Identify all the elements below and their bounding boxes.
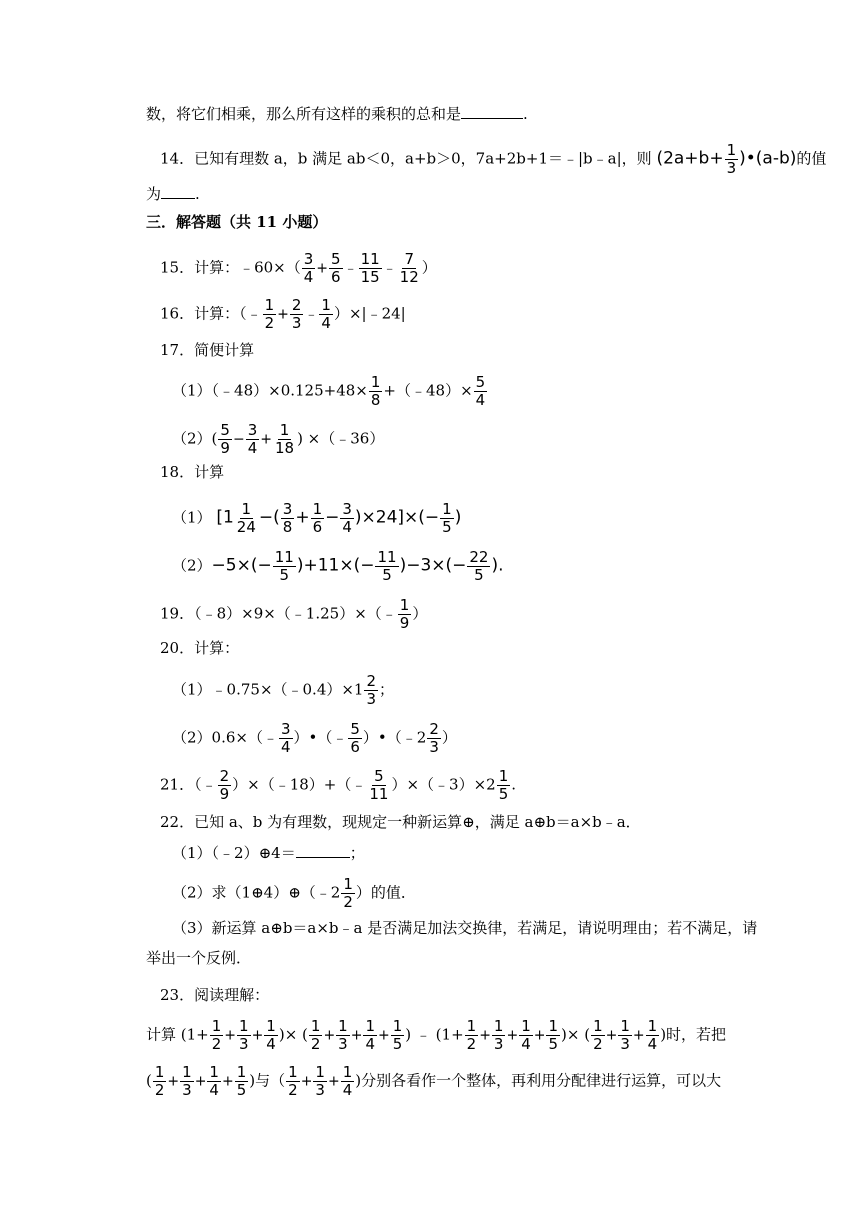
- text-span: ）×|﹣24|: [333, 304, 406, 323]
- fraction: [546, 1018, 560, 1053]
- question-20-1: [172, 673, 394, 708]
- numerator: 11: [360, 250, 380, 268]
- denominator: 24: [236, 518, 256, 536]
- numerator: 1: [209, 1063, 219, 1081]
- text-span: +: [327, 1073, 340, 1090]
- text-span: +: [479, 1027, 491, 1044]
- numerator: 1: [342, 1063, 353, 1081]
- numerator: 5: [374, 767, 384, 785]
- denominator: 2: [264, 314, 275, 332]
- denominator: 6: [331, 268, 341, 286]
- denominator: 11: [369, 785, 389, 803]
- text-span: 19．（﹣8）×9×（﹣1.25）×（﹣: [160, 604, 397, 623]
- text-span: )+11×(−: [296, 555, 375, 576]
- text-span: +: [632, 1027, 645, 1044]
- text-span: ）•（﹣: [293, 728, 348, 747]
- numerator: 1: [264, 296, 275, 314]
- fraction: [309, 1018, 323, 1053]
- text-span: +: [350, 1027, 363, 1044]
- question-20: 20．计算：: [160, 639, 240, 657]
- denominator: 4: [521, 1035, 531, 1053]
- denominator: 5: [236, 1081, 247, 1099]
- fraction: [246, 422, 260, 457]
- numerator: 1: [370, 373, 381, 391]
- numerator: 7: [404, 250, 414, 268]
- text-span: （2）: [172, 556, 212, 575]
- text-span: 与: [255, 1071, 271, 1090]
- numerator: 1: [321, 296, 331, 314]
- denominator: 3: [366, 690, 377, 708]
- text-span: )•(a-b): [739, 148, 797, 169]
- denominator: 4: [280, 738, 291, 756]
- numerator: 1: [493, 1017, 504, 1035]
- text-span: ；: [379, 680, 395, 699]
- numerator: 1: [498, 767, 509, 785]
- question-23-expr: 计算 (1+ $\frac{1}{2}$ + $\frac{1}{3}$ + $\frac{1}{4}$ )× ( $\frac{1}{2}$ + $\frac{1}{3}$ + $\frac{1}{4}$ + $\frac{1}{5}$ ) ﹣ (1+ $\frac{1}{2}$ + $\frac{1}{3}$ + $\frac{1}{4}$ + $\frac{1}{5}$ )× ( $\frac{1}{2}$ + $\frac{1}{3}$ + $\frac{1}{4}$ )时，若把: [146, 1017, 727, 1053]
- fraction: [391, 1018, 405, 1053]
- fraction: [497, 768, 511, 803]
- denominator: 3: [315, 1081, 325, 1099]
- numerator: 1: [241, 500, 252, 518]
- fraction: [281, 501, 295, 536]
- fraction: [210, 1018, 224, 1053]
- text-span: −(: [258, 507, 280, 528]
- question-14: [160, 142, 826, 177]
- numerator: 1: [236, 1063, 247, 1081]
- text-span: 15．计算：﹣60×（: [160, 258, 301, 277]
- denominator: 5: [474, 566, 484, 584]
- fraction: [398, 597, 412, 632]
- answer-blank[interactable]: [296, 843, 350, 858]
- answer-blank[interactable]: [461, 104, 523, 119]
- fraction: [336, 1018, 350, 1053]
- q13-continuation: [146, 104, 528, 124]
- numerator: 1: [365, 1017, 375, 1035]
- section-heading: 三．解答题（共 11 小题）: [146, 213, 328, 231]
- numerator: 2: [429, 720, 439, 738]
- denominator: 9: [220, 439, 230, 457]
- fraction: [286, 1064, 300, 1099]
- denominator: 4: [321, 314, 331, 332]
- numerator: 3: [342, 500, 352, 518]
- denominator: 4: [209, 1081, 219, 1099]
- fraction: [319, 297, 333, 332]
- numerator: 11: [274, 548, 294, 566]
- text-span: +（﹣48）×: [383, 381, 473, 400]
- text-span: 为: [146, 185, 162, 203]
- numerator: 1: [154, 1063, 165, 1081]
- denominator: 4: [647, 1035, 658, 1053]
- numerator: 1: [182, 1063, 192, 1081]
- numerator: 1: [548, 1017, 559, 1035]
- text-span: ) ×（﹣36）: [297, 429, 385, 448]
- text-span: ）的值．: [355, 883, 416, 902]
- fraction: [618, 1018, 632, 1053]
- fraction: [340, 501, 354, 536]
- fraction: [369, 374, 383, 409]
- denominator: 4: [342, 518, 352, 536]
- numerator: 2: [219, 767, 230, 785]
- question-17-2: [172, 422, 384, 457]
- numerator: 1: [288, 1063, 298, 1081]
- fraction: [492, 1018, 506, 1053]
- question-20-2: [172, 721, 457, 756]
- numerator: 1: [266, 1017, 276, 1035]
- denominator: 2: [288, 1081, 298, 1099]
- numerator: 1: [310, 1017, 321, 1035]
- numerator: 1: [442, 500, 452, 518]
- numerator: 1: [399, 596, 410, 614]
- denominator: 4: [266, 1035, 276, 1053]
- answer-blank[interactable]: [161, 184, 195, 199]
- fraction: [302, 251, 316, 286]
- text-span: +: [251, 1027, 264, 1044]
- fraction: [235, 1064, 249, 1099]
- text-span: 时，若把: [666, 1025, 727, 1044]
- fraction: [218, 422, 232, 457]
- text-span: 计算 (1+: [146, 1025, 209, 1044]
- fraction: [375, 549, 398, 584]
- denominator: 2: [154, 1081, 165, 1099]
- question-17-1: [172, 374, 488, 409]
- fraction: [465, 1018, 479, 1053]
- numerator: 1: [211, 1017, 222, 1035]
- numerator: 5: [350, 720, 360, 738]
- fraction: [474, 374, 488, 409]
- fraction: [367, 768, 390, 803]
- numerator: 3: [280, 720, 291, 738]
- fraction: [519, 1018, 533, 1053]
- denominator: 3: [182, 1081, 192, 1099]
- fraction: [467, 549, 490, 584]
- text-span: [1: [216, 507, 234, 528]
- denominator: 12: [399, 268, 419, 286]
- text-span: ）: [441, 728, 457, 747]
- fraction: [279, 721, 293, 756]
- question-22: 22．已知 a、b 为有理数，现规定一种新运算⊕，满足 a⊕b＝a×b﹣a．: [160, 813, 641, 831]
- question-22-2: [172, 876, 416, 911]
- fraction: [591, 1018, 605, 1053]
- question-22-1: [172, 843, 365, 863]
- denominator: 2: [593, 1035, 603, 1053]
- denominator: 9: [219, 785, 230, 803]
- denominator: 4: [365, 1035, 375, 1053]
- denominator: 6: [312, 518, 323, 536]
- fraction: [207, 1064, 221, 1099]
- text-span: +: [506, 1027, 519, 1044]
- text-span: ﹣: [382, 260, 397, 277]
- denominator: 15: [360, 268, 380, 286]
- text-span: （2）0.6×（﹣: [172, 728, 278, 747]
- fraction: [348, 721, 362, 756]
- text-span: +: [316, 260, 329, 277]
- denominator: 2: [310, 1035, 321, 1053]
- text-span: +: [378, 1027, 390, 1044]
- text-span: ）×（﹣18）+（﹣: [232, 775, 367, 794]
- numerator: 3: [247, 421, 258, 439]
- fraction: [725, 142, 739, 177]
- text-span: −: [325, 507, 340, 528]
- denominator: 3: [239, 1035, 249, 1053]
- fraction: [359, 251, 382, 286]
- text-span: +: [605, 1027, 618, 1044]
- denominator: 6: [350, 738, 360, 756]
- text-span: +: [260, 431, 272, 448]
- fraction: [180, 1064, 194, 1099]
- text-span: ；: [349, 844, 365, 862]
- fraction: [363, 1018, 377, 1053]
- numerator: 1: [466, 1017, 477, 1035]
- fraction: [427, 721, 441, 756]
- numerator: 1: [620, 1017, 630, 1035]
- fraction: [313, 1064, 327, 1099]
- question-14-cont: [146, 184, 200, 204]
- fraction: [235, 501, 258, 536]
- denominator: 5: [392, 1035, 403, 1053]
- text-span: ﹣: [304, 306, 319, 323]
- question-23: 23．阅读理解：: [160, 986, 270, 1004]
- fraction: [341, 876, 355, 911]
- fraction: [398, 251, 421, 286]
- fraction: [311, 501, 325, 536]
- numerator: 1: [239, 1017, 249, 1035]
- text-span: )×24]×(−: [354, 507, 440, 528]
- numerator: 2: [366, 672, 377, 690]
- denominator: 4: [342, 1081, 353, 1099]
- denominator: 8: [282, 518, 293, 536]
- numerator: 1: [343, 875, 353, 893]
- question-16: [160, 297, 406, 332]
- text-span: 14．已知有理数 a，b 满足 ab＜0，a+b＞0，7a+2b+1＝﹣|b﹣a|，则: [160, 149, 652, 168]
- question-18-2: [172, 549, 504, 584]
- denominator: 2: [343, 893, 353, 911]
- numerator: 1: [279, 421, 290, 439]
- text-span: −: [232, 431, 245, 448]
- numerator: 1: [392, 1017, 403, 1035]
- text-span: (2a+b+: [656, 148, 724, 169]
- text-span: .: [511, 775, 517, 794]
- question-17: 17．简便计算: [160, 341, 255, 359]
- denominator: 5: [382, 566, 392, 584]
- text-span: 16．计算：（﹣: [160, 304, 262, 323]
- text-span: +: [194, 1073, 207, 1090]
- numerator: 1: [312, 500, 323, 518]
- question-18: 18．计算: [160, 463, 225, 481]
- numerator: 1: [593, 1017, 603, 1035]
- text-span: 数，将它们相乘，那么所有这样的乘积的总和是: [146, 105, 462, 123]
- fraction: [263, 297, 277, 332]
- numerator: 1: [726, 141, 737, 159]
- denominator: 18: [274, 439, 295, 457]
- denominator: 3: [620, 1035, 630, 1053]
- fraction: [273, 549, 296, 584]
- fraction: [341, 1064, 355, 1099]
- denominator: 5: [498, 785, 509, 803]
- text-span: .: [195, 185, 200, 203]
- numerator: 5: [220, 421, 230, 439]
- denominator: 4: [303, 268, 314, 286]
- fraction: [153, 1064, 167, 1099]
- denominator: 3: [338, 1035, 348, 1053]
- numerator: 1: [521, 1017, 531, 1035]
- text-span: −5×(−: [211, 555, 272, 576]
- numerator: 5: [331, 250, 341, 268]
- fraction: [273, 422, 296, 457]
- text-span: +: [295, 507, 310, 528]
- numerator: 11: [377, 548, 397, 566]
- question-19: [160, 597, 427, 632]
- denominator: 4: [475, 391, 486, 409]
- text-span: )−3×(−: [399, 555, 467, 576]
- fraction: [364, 673, 378, 708]
- text-span: ): [454, 507, 462, 528]
- numerator: 3: [282, 500, 293, 518]
- numerator: 5: [475, 373, 486, 391]
- text-span: +: [533, 1027, 546, 1044]
- text-span: ）×（﹣3）×2: [391, 775, 496, 794]
- fraction: [237, 1018, 251, 1053]
- denominator: 5: [442, 518, 452, 536]
- question-18-1: [172, 501, 461, 536]
- numerator: 1: [647, 1017, 658, 1035]
- text-span: .: [523, 105, 528, 123]
- denominator: 5: [279, 566, 290, 584]
- text-span: +: [224, 1027, 237, 1044]
- text-span: ).: [491, 555, 504, 576]
- question-22-3: （3）新运算 a⊕b＝a×b﹣a 是否满足加法交换律，若满足，请说明理由；若不满足，请: [172, 919, 758, 937]
- text-span: +: [221, 1073, 234, 1090]
- numerator: 2: [291, 296, 302, 314]
- fraction: [290, 297, 304, 332]
- denominator: 4: [247, 439, 258, 457]
- denominator: 2: [466, 1035, 477, 1053]
- denominator: 2: [211, 1035, 222, 1053]
- fraction: [329, 251, 343, 286]
- denominator: 3: [493, 1035, 504, 1053]
- denominator: 3: [726, 159, 737, 177]
- numerator: 3: [303, 250, 314, 268]
- text-span: （1）: [172, 508, 212, 527]
- text-span: 的值: [796, 149, 827, 168]
- text-span: ）: [421, 258, 437, 277]
- numerator: 22: [469, 548, 489, 566]
- text-span: （2）(: [172, 429, 218, 448]
- text-span: （2）求（1⊕4）⊕（﹣2: [172, 883, 341, 902]
- denominator: 8: [370, 391, 381, 409]
- text-span: （1）（﹣48）×0.125+48×: [172, 381, 368, 400]
- denominator: 5: [548, 1035, 559, 1053]
- denominator: 3: [429, 738, 439, 756]
- text-span: 分别各看作一个整体，再利用分配律进行运算，可以大: [361, 1071, 722, 1090]
- fraction: [264, 1018, 278, 1053]
- numerator: 1: [338, 1017, 348, 1035]
- text-span: （1）﹣0.75×（﹣0.4）×1: [172, 680, 364, 699]
- text-span: +: [167, 1073, 180, 1090]
- question-22-3-cont: 举出一个反例．: [146, 949, 252, 967]
- text-span: +: [277, 306, 289, 323]
- text-span: ）: [412, 604, 428, 623]
- text-span: ）•（﹣2: [362, 728, 427, 747]
- numerator: 1: [315, 1063, 325, 1081]
- fraction: [646, 1018, 660, 1053]
- denominator: 9: [399, 614, 410, 632]
- fraction: [218, 768, 232, 803]
- fraction: [440, 501, 454, 536]
- text-span: ﹣: [343, 260, 358, 277]
- text-span: （1）（﹣2）⊕4＝: [172, 844, 296, 862]
- text-span: +: [323, 1027, 336, 1044]
- question-21: [160, 768, 516, 803]
- question-15: [160, 251, 437, 286]
- text-span: +: [300, 1073, 313, 1090]
- denominator: 3: [291, 314, 302, 332]
- question-23-cont: ( $\frac{1}{2}$ + $\frac{1}{3}$ + $\frac{1}{4}$ + $\frac{1}{5}$ )与（ $\frac{1}{2}$ + $\frac{1}{3}$ + $\frac{1}{4}$ )分别各看作一个整体，再利用分配律进行运算，可以大: [146, 1063, 722, 1099]
- text-span: 21．（﹣: [160, 775, 217, 794]
